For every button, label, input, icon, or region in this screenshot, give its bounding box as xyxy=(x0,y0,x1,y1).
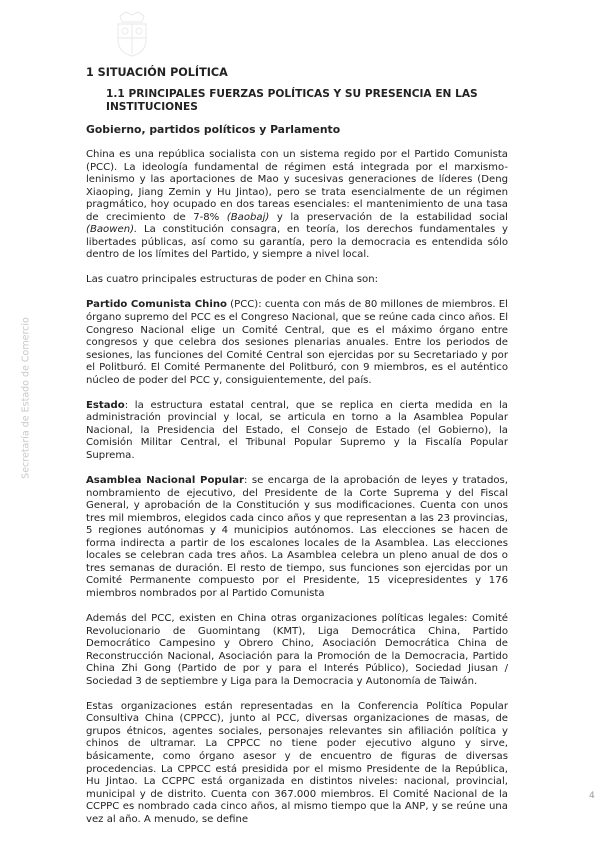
paragraph-cppcc: Estas organizaciones están representadas en la Conferencia Política Popular Consultiva China (CPPCC), junto al PCC, diversas organizaciones de masas, de grupos étnicos, agentes sociales, personajes relevantes sin afiliación política y chinos de ultramar. La CPPCC no tiene poder ejecutivo alguno y sirve, básicamente, como órgano asesor y de encuentro de figuras de diversas procedencias. La CPPCC está presidida por el mismo Presidente de la República, Hu Jintao. La CCPPC está organizada en distintos niveles: nacional, provincial, municipal y de distrito. Cuenta con 367.000 miembros. El Comité Nacional de la CCPPC es nombrado cada cinco años, al mismo tiempo que la ANP, y se reúne una vez al año. A menudo, se define xyxy=(86,700,508,825)
page-number: 4 xyxy=(589,791,595,801)
paragraph-intro xyxy=(86,149,508,262)
coat-of-arms-watermark-icon xyxy=(108,10,156,58)
intro-text-c: La constitución consagra, en teoría, los derechos fundamentales y libertades públicas, así como su garantía, pero la democracia es entendida sólo dentro de los límites del Partido, y siempre a nivel local. xyxy=(86,224,508,261)
paragraph-other-organizations: Además del PCC, existen en China otras organizaciones políticas legales: Comité Revolucionario de Guomintang (KMT), Liga Democrática China, Partido Democrático Campesino y Obrero Chino, Asociación Democrática China de Reconstrucción Nacional, Asociación para la Promoción de la Democracia, Partido China Zhi Gong (Partido de por y para el Interés Público), Sociedad Jiusan / Sociedad 3 de septiembre y Liga para la Democracia y Autonomía de Taiwán. xyxy=(86,613,508,687)
assembly-text: : se encarga de la aprobación de leyes y tratados, nombramiento de ejecutivo, del Presidente de la Corte Suprema y del Fiscal General, y aprobación de la Constitución y sus modificaciones. Cuenta con unos tres mil miembros, elegidos cada cinco años y que representan a las 23 provincias, 5 regiones autónomas y 4 municipios autónomos. Las elecciones se hacen de forma indirecta a partir de los escalones locales de la Asamblea. Las elecciones locales se celebran cada tres años. La Asamblea celebra un pleno anual de dos o tres semanas de duración. El resto de tiempo, sus funciones son ejercidas por un Comité Permanente compuesto por el Presidente, 15 vicepresidentes y 176 miembros nombrados por al Partido Comunista xyxy=(86,475,508,599)
section-title: 1 SITUACIÓN POLÍTICA xyxy=(86,66,228,79)
party-text: (PCC): cuenta con más de 80 millones de miembros. El órgano supremo del PCC es el Congreso Nacional, que se reúne cada cinco años. El Congreso Nacional elige un Comité Central, que es el máximo órgano entre congresos y que celebra dos sesiones plenarias anuales. Entre los periodos de sesiones, las funciones del Comité Central son ejercidas por su Secretariado y por el Politburó. El Comité Permanente del Politburó, con 9 miembros, es el auténtico núcleo de poder del PCC y, consiguientemente, del país. xyxy=(86,299,508,386)
assembly-term: Asamblea Nacional Popular xyxy=(86,475,245,487)
intro-text-b: y la preservación de la estabilidad social xyxy=(269,211,508,223)
state-text: : la estructura estatal central, que se replica en cierta medida en la administración provincial y local, se articula en torno a la Asamblea Popular Nacional, la Presidencia del Estado, el Consejo de Estado (el Gobierno), la Comisión Militar Central, el Tribunal Popular Supremo y la Fiscalía Popular Suprema. xyxy=(86,399,508,461)
side-watermark-text: Secretaría de Estado de Comercio xyxy=(20,317,32,479)
section-heading: Gobierno, partidos políticos y Parlamento xyxy=(86,123,341,136)
baowen-term: (Baowen). xyxy=(86,224,138,236)
paragraph-state xyxy=(86,400,508,463)
side-watermark xyxy=(14,258,38,538)
state-term: Estado xyxy=(86,399,125,411)
document-body xyxy=(86,66,508,839)
baobaj-term: (Baobaj) xyxy=(226,211,270,223)
intro-text-a: China es una república socialista con un sistema regido por el Partido Comunista (PCC). La ideología fundamental de régimen está integrada por el marxismo-leninismo y las aportaciones de Mao y sucesivas generaciones de líderes (Deng Xiaoping, Jiang Zemin y Hu Jintao), pero se trata esencialmente de un régimen pragmático, hoy ocupado en dos tareas esenciales: el mantenimiento de una tasa de crecimiento de 7-8% xyxy=(86,149,508,223)
paragraph-structures: Las cuatro principales estructuras de poder en China son: xyxy=(86,274,379,286)
paragraph-assembly xyxy=(86,475,508,600)
party-term: Partido Comunista Chino xyxy=(86,299,227,311)
subsection-title: 1.1 PRINCIPALES FUERZAS POLÍTICAS Y SU PRESENCIA EN LAS INSTITUCIONES xyxy=(106,88,478,113)
paragraph-party xyxy=(86,299,508,387)
